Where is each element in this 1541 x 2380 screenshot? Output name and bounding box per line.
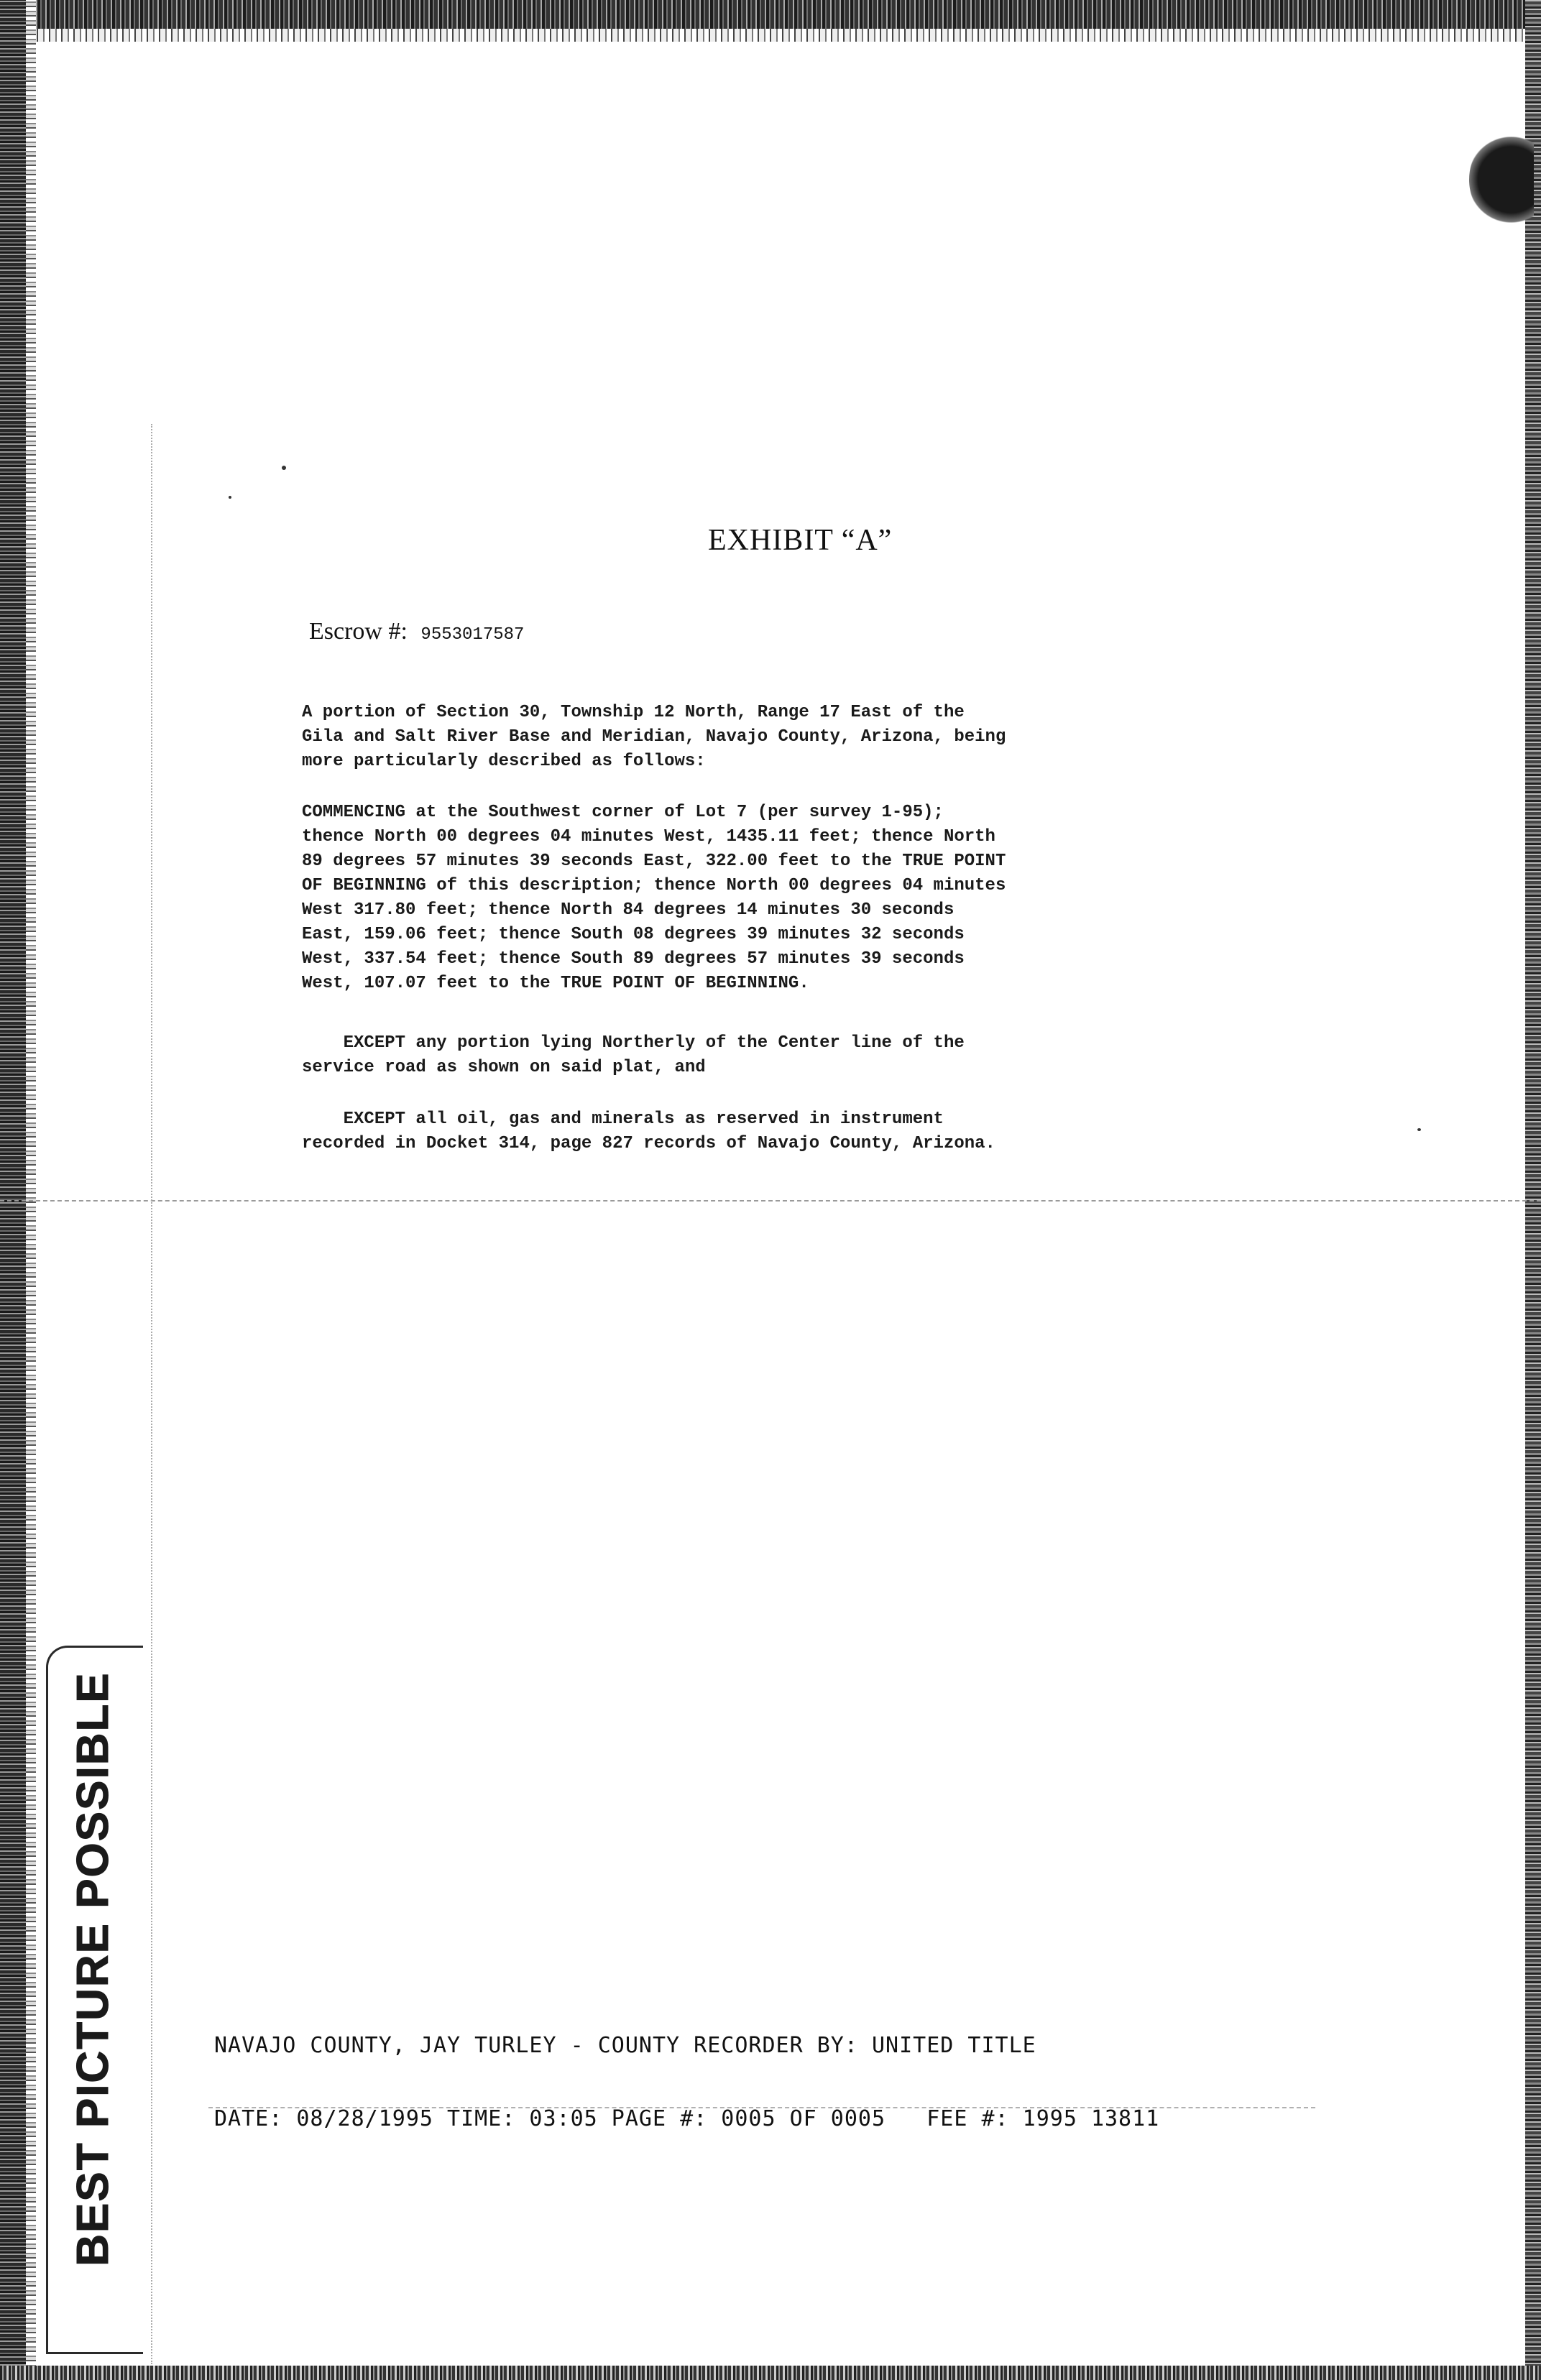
scan-border-bottom bbox=[0, 2366, 1541, 2380]
scan-border-top bbox=[0, 0, 1541, 29]
recorder-stamp bbox=[214, 1985, 1159, 2180]
exception-paragraph: EXCEPT any portion lying Northerly of the Center line of the service road as shown on said plat, and bbox=[302, 1033, 965, 1077]
legal-description-paragraph: COMMENCING at the Southwest corner of Lot 7 (per survey 1-95); thence North 00 degrees 04 minutes West, 1435.11 feet; thence North 89 degrees 57 minutes 39 seconds East, 322.00 feet to the TRUE POINT OF BEGINNING of this description; thence North 00 degrees 04 minutes West 317.80 feet; thence North 84 degrees 14 minutes 30 seconds East, 159.06 feet; thence South 08 degrees 39 minutes 32 seconds West, 337.54 feet; thence South 89 degrees 57 minutes 39 seconds West, 107.07 feet to the TRUE POINT OF BEGINNING. bbox=[302, 803, 1006, 993]
scan-speck bbox=[229, 496, 231, 499]
quality-stamp-text: BEST PICTURE POSSIBLE bbox=[68, 1671, 118, 2266]
escrow-line bbox=[309, 618, 524, 645]
scan-speck bbox=[1417, 1128, 1421, 1131]
legal-description-paragraph: A portion of Section 30, Township 12 North, Range 17 East of the Gila and Salt River Base and Meridian, Navajo County, Arizona, being more particularly described as follows: bbox=[302, 703, 1006, 771]
scan-border-right bbox=[1525, 0, 1541, 2380]
exhibit-title: EXHIBIT “A” bbox=[708, 524, 893, 557]
margin-dotted-line bbox=[151, 424, 152, 2364]
escrow-number: 9553017587 bbox=[420, 625, 525, 645]
scan-hole-punch bbox=[1469, 137, 1534, 223]
fold-line bbox=[0, 1200, 1541, 1201]
recorder-line-1: NAVAJO COUNTY, JAY TURLEY - COUNTY RECORDER BY: UNITED TITLE bbox=[214, 2033, 1036, 2058]
scan-border-top-noise bbox=[0, 29, 1541, 42]
scan-border-left bbox=[0, 0, 26, 2380]
scan-artifact-line bbox=[208, 2107, 1315, 2108]
scan-border-left-noise bbox=[26, 0, 36, 2380]
scan-speck bbox=[282, 466, 286, 470]
escrow-label: Escrow #: bbox=[309, 618, 408, 645]
exception-paragraph: EXCEPT all oil, gas and minerals as reserved in instrument recorded in Docket 314, page 827 records of Navajo County, Arizona. bbox=[302, 1110, 995, 1153]
recorder-line-2: DATE: 08/28/1995 TIME: 03:05 PAGE #: 0005 OF 0005 FEE #: 1995 13811 bbox=[214, 2106, 1160, 2131]
